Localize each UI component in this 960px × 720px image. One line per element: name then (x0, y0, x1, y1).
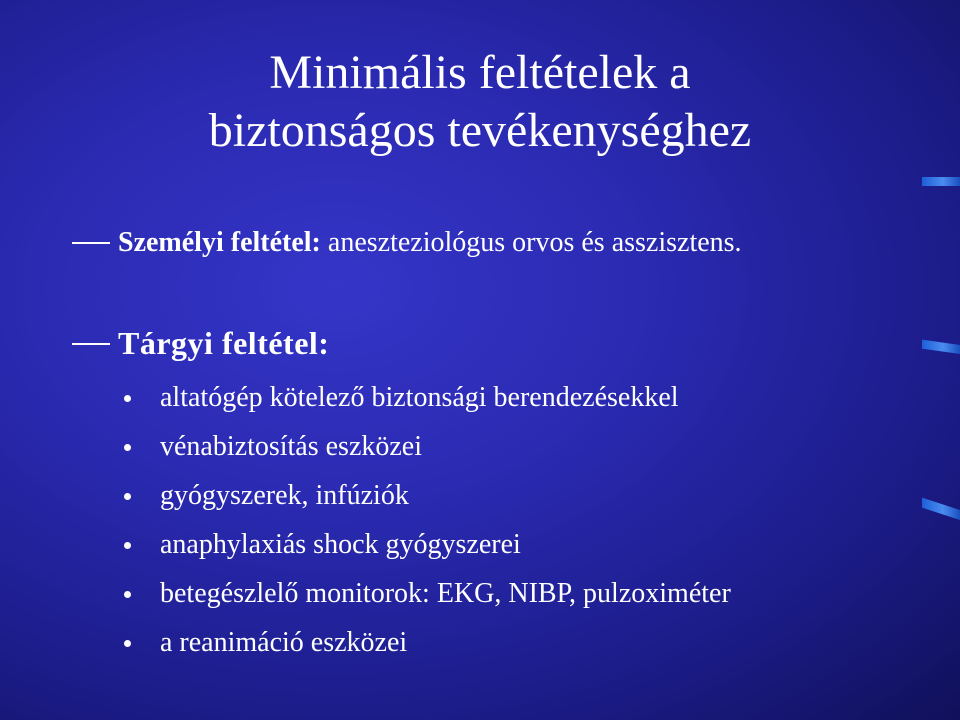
list-item-text: altatógép kötelező biztonsági berendezésekkel (160, 382, 679, 413)
dash-bullet-icon (72, 343, 110, 345)
section-personal-body: aneszteziológus orvos és asszisztens. (320, 227, 742, 258)
equipment-list (118, 378, 731, 672)
list-item-text: a reanimáció eszközei (160, 627, 408, 658)
decorative-stripe (922, 498, 960, 520)
list-item (118, 525, 731, 574)
section-personal (72, 224, 902, 262)
section-material-label: Tárgyi feltétel: (118, 325, 330, 361)
bullet-dot-icon (124, 395, 131, 402)
decorative-stripe (922, 340, 960, 354)
list-item-text: betegészlelő monitorok: EKG, NIBP, pulzoximéter (160, 578, 731, 609)
bullet-dot-icon (124, 591, 131, 598)
slide-title-line-1: Minimális feltételek a (269, 46, 691, 99)
list-item-text: gyógyszerek, infúziók (160, 480, 409, 511)
list-item-text: anaphylaxiás shock gyógyszerei (160, 529, 521, 560)
section-material (72, 322, 902, 364)
section-material-text (118, 322, 902, 364)
bullet-dot-icon (124, 640, 131, 647)
slide-title-line-2: biztonságos tevékenységhez (208, 104, 752, 157)
bullet-dot-icon (124, 444, 131, 451)
decorative-stripe (922, 177, 960, 186)
list-item (118, 476, 731, 525)
bullet-dot-icon (124, 493, 131, 500)
section-personal-label: Személyi feltétel: (118, 227, 321, 258)
dash-bullet-icon (72, 242, 110, 244)
list-item (118, 574, 731, 623)
section-personal-text (118, 224, 902, 262)
list-item (118, 427, 731, 476)
list-item (118, 623, 731, 672)
list-item-text: vénabiztosítás eszközei (160, 431, 423, 462)
bullet-dot-icon (124, 542, 131, 549)
list-item (118, 378, 731, 427)
slide-title (0, 44, 960, 160)
